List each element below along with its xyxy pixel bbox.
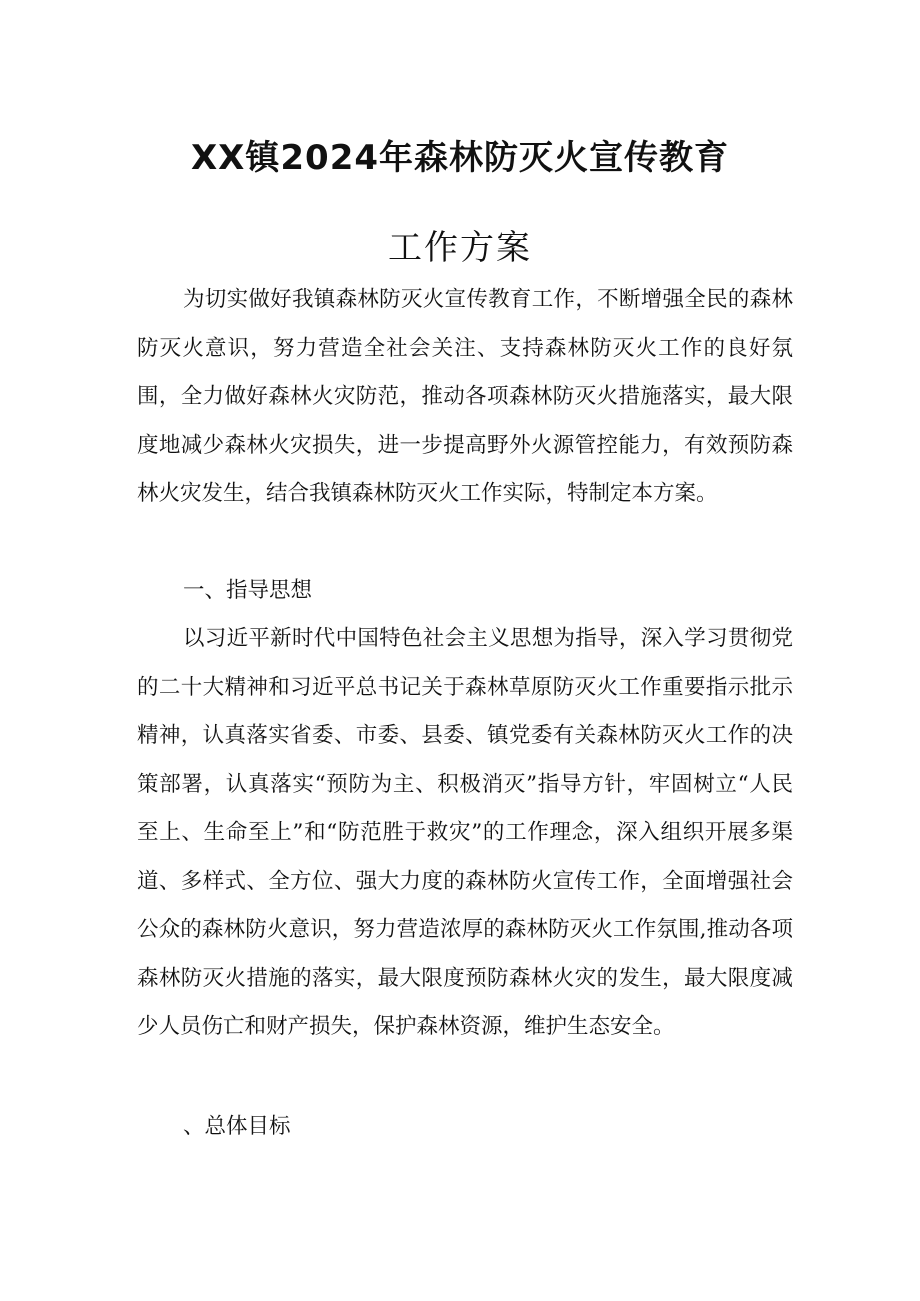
document-title-line-1: XX镇2024年森林防灭火宣传教育 bbox=[190, 138, 730, 178]
intro-paragraph: 为切实做好我镇森林防灭火宣传教育工作，不断增强全民的森林防灭火意识，努力营造全社会关注、支持森林防灭火工作的良好氛围，全力做好森林火灾防范，推动各项森林防灭火措施落实，最大限度地减少森林火灾损失，进一步提高野外火源管控能力，有效预防森林火灾发生，结合我镇森林防灭火工作实际，特制定本方案。 bbox=[137, 287, 793, 506]
document-title-line-2: 工作方案 bbox=[388, 228, 532, 268]
guiding-ideology-paragraph: 以习近平新时代中国特色社会主义思想为指导，深入学习贯彻党的二十大精神和习近平总书记关于森林草原防灭火工作重要指示批示精神，认真落实省委、市委、县委、镇党委有关森林防灭火工作的决策部署，认真落实“预防为主、积极消灭”指导方针，牢固树立“人民至上、生命至上”和“防范胜于救灾”的工作理念，深入组织开展多渠道、多样式、全方位、强大力度的森林防火宣传工作，全面增强社会公众的森林防火意识，努力营造浓厚的森林防灭火工作氛围,推动各项森林防灭火措施的落实，最大限度预防森林火灾的发生，最大限度减少人员伤亡和财产损失，保护森林资源，维护生态安全。 bbox=[137, 626, 793, 1039]
section-heading-guiding-ideology: 一、指导思想 bbox=[183, 578, 313, 603]
section-heading-overall-goal: 、总体目标 bbox=[183, 1114, 291, 1139]
